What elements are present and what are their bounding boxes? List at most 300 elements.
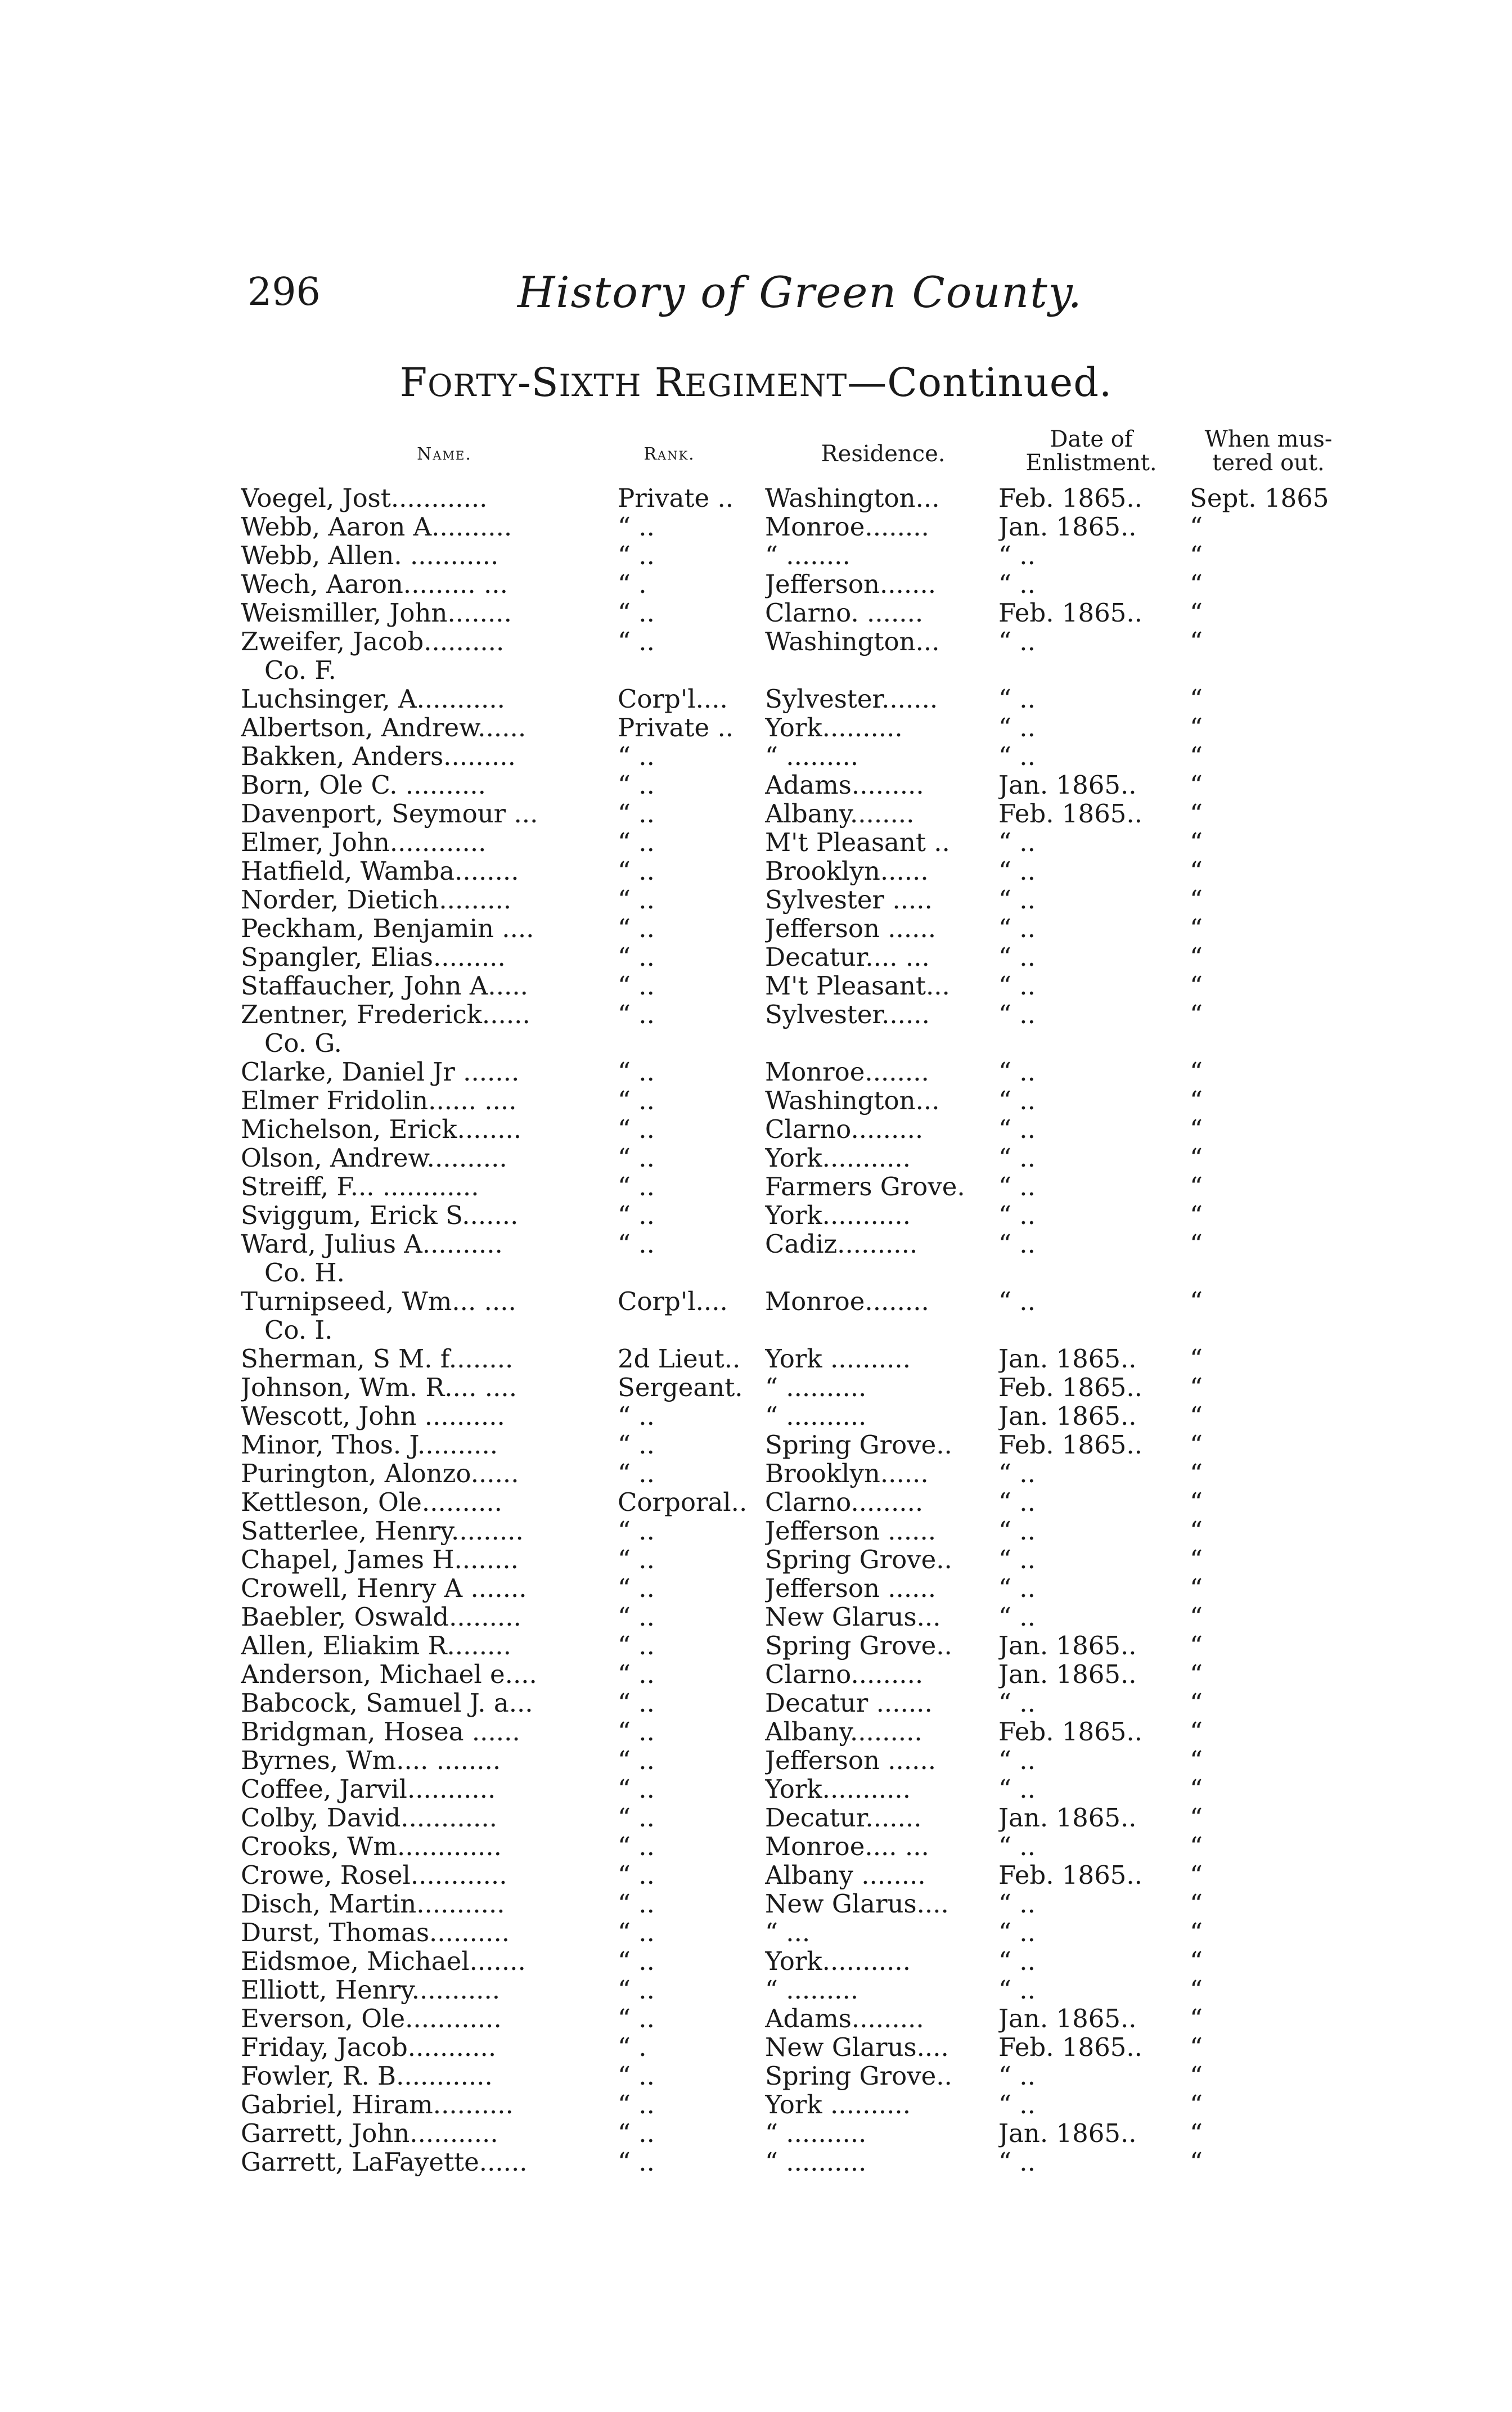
cell-rank: “ .. [618,1516,655,1545]
cell-enlisted: “ .. [998,943,1036,971]
cell-rank: “ .. [618,1086,655,1115]
table-row [0,2033,1512,2062]
cell-mustered: “ [1190,1947,1203,1976]
table-row [0,541,1512,570]
column-header-mustered [1176,428,1361,475]
table-row [0,1545,1512,1574]
cell-residence: Spring Grove.. [765,1545,952,1574]
cell-enlisted: Jan. 1865.. [998,1631,1137,1660]
cell-enlisted: Jan. 1865.. [998,2004,1137,2033]
cell-mustered: “ [1190,2090,1203,2119]
cell-rank: “ .. [618,1717,655,1746]
cell-rank: “ .. [618,828,655,857]
column-header-enlistment [1001,428,1181,475]
cell-mustered: “ [1190,1689,1203,1717]
cell-enlisted: “ .. [998,914,1036,943]
cell-rank: “ .. [618,2148,655,2176]
table-row [0,1230,1512,1258]
cell-residence: Jefferson ...... [765,1746,937,1775]
table-row [0,828,1512,857]
cell-name: Disch, Martin........... [241,1889,505,1918]
cell-rank: “ .. [618,885,655,914]
cell-residence: New Glarus.... [765,2033,949,2062]
cell-enlisted: “ .. [998,1086,1036,1115]
column-header-enlistment-line1: Date of [1050,426,1133,452]
cell-rank: “ .. [618,627,655,656]
cell-residence: Sylvester....... [765,685,938,713]
table-row [0,1373,1512,1402]
company-label: Co. I. [264,1316,333,1344]
cell-enlisted: Jan. 1865.. [998,771,1137,799]
cell-mustered: “ [1190,1775,1203,1803]
cell-enlisted: “ .. [998,971,1036,1000]
cell-residence: York .......... [765,1344,911,1373]
cell-enlisted: “ .. [998,1545,1036,1574]
cell-enlisted: “ .. [998,1230,1036,1258]
section-title-part: -S [517,359,559,406]
cell-enlisted: Feb. 1865.. [998,1717,1142,1746]
cell-mustered: “ [1190,1545,1203,1574]
cell-residence: Monroe........ [765,1287,929,1316]
cell-name: Webb, Allen. ........... [241,541,499,570]
cell-name: Staffaucher, John A..... [241,971,528,1000]
cell-rank: Corp'l.... [618,1287,728,1316]
cell-enlisted: Jan. 1865.. [998,1344,1137,1373]
cell-mustered: Sept. 1865 [1190,484,1329,512]
cell-rank: “ .. [618,2062,655,2090]
cell-name: Johnson, Wm. R.... .... [241,1373,518,1402]
cell-name: Wech, Aaron......... ... [241,570,508,598]
cell-name: Spangler, Elias......... [241,943,506,971]
cell-rank: “ . [618,2033,647,2062]
cell-rank: “ .. [618,1832,655,1861]
table-row [0,627,1512,656]
table-row [0,1775,1512,1803]
company-heading [0,656,1512,685]
table-row [0,2062,1512,2090]
company-label: Co. H. [264,1258,345,1287]
cell-mustered: “ [1190,1115,1203,1144]
cell-residence: Clarno......... [765,1115,924,1144]
cell-enlisted: Jan. 1865.. [998,1660,1137,1689]
cell-rank: “ .. [618,1459,655,1488]
table-row [0,1832,1512,1861]
cell-name: Satterlee, Henry......... [241,1516,524,1545]
cell-mustered: “ [1190,1344,1203,1373]
cell-enlisted: “ .. [998,1775,1036,1803]
cell-mustered: “ [1190,1430,1203,1459]
cell-name: Garrett, LaFayette...... [241,2148,528,2176]
cell-enlisted: Jan. 1865.. [998,1402,1137,1430]
table-row [0,1115,1512,1144]
table-row [0,914,1512,943]
table-row [0,1746,1512,1775]
cell-residence: Washington... [765,1086,940,1115]
table-row [0,1201,1512,1230]
cell-rank: “ .. [618,1689,655,1717]
cell-mustered: “ [1190,1861,1203,1889]
cell-name: Garrett, John........... [241,2119,498,2148]
company-label: Co. F. [264,656,336,685]
section-title-part: IXTH [559,368,642,403]
table-row [0,799,1512,828]
table-row [0,2090,1512,2119]
cell-mustered: “ [1190,1631,1203,1660]
roster-table [0,484,1512,2176]
cell-mustered: “ [1190,2062,1203,2090]
cell-mustered: “ [1190,2148,1203,2176]
cell-residence: York........... [765,1201,911,1230]
cell-mustered: “ [1190,598,1203,627]
cell-enlisted: “ .. [998,2062,1036,2090]
cell-residence: York........... [765,1775,911,1803]
cell-name: Clarke, Daniel Jr ....... [241,1058,520,1086]
cell-mustered: “ [1190,1373,1203,1402]
cell-enlisted: Jan. 1865.. [998,1803,1137,1832]
cell-mustered: “ [1190,1000,1203,1029]
table-row [0,1172,1512,1201]
column-header-mustered-line2: tered out. [1212,450,1325,476]
cell-name: Purington, Alonzo...... [241,1459,519,1488]
cell-rank: “ .. [618,771,655,799]
cell-enlisted: “ .. [998,1144,1036,1172]
cell-name: Albertson, Andrew...... [241,713,526,742]
cell-residence: York.......... [765,713,903,742]
cell-rank: “ .. [618,1402,655,1430]
cell-residence: Albany........ [765,799,915,828]
cell-enlisted: “ .. [998,1115,1036,1144]
cell-rank: “ .. [618,971,655,1000]
cell-mustered: “ [1190,1086,1203,1115]
cell-mustered: “ [1190,570,1203,598]
table-row [0,598,1512,627]
table-row [0,1402,1512,1430]
cell-rank: “ .. [618,1430,655,1459]
cell-name: Zentner, Frederick...... [241,1000,530,1029]
cell-mustered: “ [1190,1603,1203,1631]
section-title-part: —Continued. [847,359,1113,406]
column-header-residence: Residence. [821,441,946,467]
cell-enlisted: Feb. 1865.. [998,1861,1142,1889]
cell-residence: Jefferson ...... [765,914,937,943]
cell-enlisted: “ .. [998,685,1036,713]
cell-enlisted: Feb. 1865.. [998,1373,1142,1402]
cell-enlisted: “ .. [998,541,1036,570]
page-number: 296 [248,270,321,314]
table-row [0,1287,1512,1316]
cell-mustered: “ [1190,1918,1203,1947]
table-row [0,2148,1512,2176]
cell-mustered: “ [1190,2004,1203,2033]
cell-mustered: “ [1190,742,1203,771]
cell-name: Chapel, James H........ [241,1545,519,1574]
cell-enlisted: “ .. [998,857,1036,885]
cell-residence: Monroe.... ... [765,1832,929,1861]
cell-rank: Private .. [618,484,734,512]
cell-residence: York........... [765,1144,911,1172]
cell-name: Baebler, Oswald......... [241,1603,521,1631]
cell-name: Webb, Aaron A.......... [241,512,512,541]
table-row [0,1058,1512,1086]
section-title-part: R [641,359,685,406]
cell-name: Sviggum, Erick S....... [241,1201,519,1230]
cell-name: Norder, Dietich......... [241,885,512,914]
cell-name: Voegel, Jost............ [241,484,488,512]
cell-mustered: “ [1190,857,1203,885]
table-row [0,512,1512,541]
cell-rank: “ .. [618,1947,655,1976]
cell-enlisted: Jan. 1865.. [998,512,1137,541]
column-header-rank: Rank. [644,444,695,464]
cell-name: Born, Ole C. .......... [241,771,486,799]
table-row [0,1660,1512,1689]
cell-residence: Sylvester ..... [765,885,933,914]
table-row [0,570,1512,598]
cell-mustered: “ [1190,885,1203,914]
company-heading [0,1029,1512,1058]
cell-name: Luchsinger, A........... [241,685,505,713]
cell-enlisted: Feb. 1865.. [998,799,1142,828]
cell-enlisted: “ .. [998,885,1036,914]
cell-mustered: “ [1190,1201,1203,1230]
cell-rank: “ .. [618,1545,655,1574]
table-row [0,713,1512,742]
cell-enlisted: “ .. [998,570,1036,598]
cell-name: Colby, David............ [241,1803,497,1832]
cell-name: Streiff, F... ............ [241,1172,479,1201]
table-row [0,1344,1512,1373]
table-row [0,857,1512,885]
cell-rank: “ . [618,570,647,598]
cell-rank: “ .. [618,1172,655,1201]
cell-rank: “ .. [618,1861,655,1889]
table-row [0,685,1512,713]
cell-residence: Clarno......... [765,1488,924,1516]
cell-residence: Adams......... [765,2004,924,2033]
cell-residence: Farmers Grove. [765,1172,965,1201]
cell-rank: “ .. [618,914,655,943]
table-row [0,1631,1512,1660]
cell-enlisted: “ .. [998,1516,1036,1545]
cell-rank: “ .. [618,742,655,771]
cell-rank: “ .. [618,1115,655,1144]
cell-mustered: “ [1190,512,1203,541]
cell-mustered: “ [1190,2119,1203,2148]
cell-name: Olson, Andrew.......... [241,1144,507,1172]
cell-enlisted: “ .. [998,1746,1036,1775]
running-title: History of Green County. [518,267,1083,317]
cell-mustered: “ [1190,2033,1203,2062]
cell-rank: Sergeant. [618,1373,743,1402]
table-row [0,1803,1512,1832]
column-header-mustered-line1: When mus- [1204,426,1333,452]
cell-enlisted: “ .. [998,1603,1036,1631]
cell-mustered: “ [1190,1516,1203,1545]
cell-name: Minor, Thos. J.......... [241,1430,498,1459]
table-row [0,1947,1512,1976]
cell-name: Crooks, Wm............. [241,1832,502,1861]
cell-enlisted: Feb. 1865.. [998,598,1142,627]
cell-residence: Clarno. ....... [765,598,924,627]
cell-residence: Jefferson ...... [765,1516,937,1545]
cell-mustered: “ [1190,1746,1203,1775]
cell-name: Byrnes, Wm.... ........ [241,1746,501,1775]
cell-rank: “ .. [618,1976,655,2004]
cell-enlisted: “ .. [998,1058,1036,1086]
cell-residence: Washington... [765,484,940,512]
section-title-part: F [399,359,428,406]
cell-mustered: “ [1190,1230,1203,1258]
table-row [0,1976,1512,2004]
cell-rank: “ .. [618,1000,655,1029]
cell-rank: “ .. [618,1918,655,1947]
table-row [0,1574,1512,1603]
cell-enlisted: “ .. [998,1832,1036,1861]
cell-name: Davenport, Seymour ... [241,799,538,828]
cell-residence: New Glarus... [765,1603,941,1631]
cell-name: Hatfield, Wamba........ [241,857,519,885]
cell-mustered: “ [1190,1976,1203,2004]
cell-rank: “ .. [618,943,655,971]
cell-name: Ward, Julius A.......... [241,1230,503,1258]
table-row [0,1689,1512,1717]
cell-enlisted: “ .. [998,1947,1036,1976]
cell-residence: York........... [765,1947,911,1976]
cell-residence: Washington... [765,627,940,656]
cell-residence: Jefferson ...... [765,1574,937,1603]
cell-enlisted: “ .. [998,1574,1036,1603]
cell-enlisted: “ .. [998,828,1036,857]
cell-residence: “ .......... [765,1373,867,1402]
cell-name: Bridgman, Hosea ...... [241,1717,520,1746]
cell-name: Elliott, Henry........... [241,1976,501,2004]
cell-enlisted: “ .. [998,1918,1036,1947]
cell-mustered: “ [1190,627,1203,656]
cell-rank: “ .. [618,857,655,885]
cell-rank: “ .. [618,2090,655,2119]
cell-residence: Sylvester...... [765,1000,930,1029]
company-heading [0,1316,1512,1344]
cell-enlisted: “ .. [998,713,1036,742]
cell-enlisted: “ .. [998,627,1036,656]
table-row [0,971,1512,1000]
table-row [0,1488,1512,1516]
cell-mustered: “ [1190,713,1203,742]
table-row [0,742,1512,771]
cell-residence: “ ........ [765,541,850,570]
cell-rank: “ .. [618,598,655,627]
cell-mustered: “ [1190,1287,1203,1316]
cell-rank: “ .. [618,1746,655,1775]
cell-mustered: “ [1190,1803,1203,1832]
cell-enlisted: “ .. [998,742,1036,771]
cell-enlisted: “ .. [998,1689,1036,1717]
table-row [0,1459,1512,1488]
cell-mustered: “ [1190,1058,1203,1086]
table-row [0,1918,1512,1947]
cell-rank: “ .. [618,799,655,828]
cell-enlisted: “ .. [998,2090,1036,2119]
cell-name: Eidsmoe, Michael....... [241,1947,526,1976]
cell-name: Gabriel, Hiram.......... [241,2090,514,2119]
table-row [0,1144,1512,1172]
cell-residence: Monroe........ [765,512,929,541]
cell-rank: “ .. [618,541,655,570]
table-row [0,484,1512,512]
cell-residence: M't Pleasant... [765,971,950,1000]
cell-mustered: “ [1190,1832,1203,1861]
cell-name: Fowler, R. B............ [241,2062,493,2090]
cell-rank: “ .. [618,1058,655,1086]
cell-enlisted: “ .. [998,1172,1036,1201]
cell-residence: Decatur....... [765,1803,922,1832]
cell-name: Bakken, Anders......... [241,742,516,771]
cell-residence: Clarno......... [765,1660,924,1689]
cell-residence: Monroe........ [765,1058,929,1086]
company-label: Co. G. [264,1029,342,1058]
company-heading [0,1258,1512,1287]
cell-residence: Spring Grove.. [765,2062,952,2090]
cell-residence: Brooklyn...... [765,857,929,885]
cell-name: Coffee, Jarvil........... [241,1775,496,1803]
cell-enlisted: “ .. [998,1889,1036,1918]
cell-name: Crowe, Rosel............ [241,1861,507,1889]
cell-name: Crowell, Henry A ....... [241,1574,527,1603]
cell-rank: 2d Lieut.. [618,1344,741,1373]
section-title-part: ORTY [428,368,518,403]
page-header [0,264,1512,326]
cell-residence: Spring Grove.. [765,1430,952,1459]
cell-residence: Jefferson....... [765,570,937,598]
table-row [0,1516,1512,1545]
cell-enlisted: “ .. [998,1201,1036,1230]
cell-residence: York .......... [765,2090,911,2119]
cell-rank: Corporal.. [618,1488,748,1516]
cell-mustered: “ [1190,1172,1203,1201]
cell-rank: “ .. [618,1631,655,1660]
cell-residence: Spring Grove.. [765,1631,952,1660]
cell-name: Elmer Fridolin...... .... [241,1086,517,1115]
cell-residence: New Glarus.... [765,1889,949,1918]
cell-mustered: “ [1190,828,1203,857]
table-row [0,1000,1512,1029]
cell-name: Sherman, S M. f........ [241,1344,514,1373]
cell-rank: “ .. [618,1144,655,1172]
cell-mustered: “ [1190,541,1203,570]
cell-residence: M't Pleasant .. [765,828,950,857]
cell-name: Weismiller, John........ [241,598,512,627]
table-row [0,943,1512,971]
section-title-part: EGIMENT [685,368,848,403]
cell-rank: “ .. [618,1803,655,1832]
cell-residence: “ .......... [765,2148,867,2176]
cell-rank: “ .. [618,1889,655,1918]
cell-name: Elmer, John............ [241,828,487,857]
cell-rank: “ .. [618,1775,655,1803]
column-header-name: Name. [417,444,472,464]
cell-rank: “ .. [618,512,655,541]
cell-residence: Decatur ....... [765,1689,933,1717]
cell-rank: “ .. [618,1603,655,1631]
cell-name: Peckham, Benjamin .... [241,914,534,943]
cell-name: Friday, Jacob........... [241,2033,497,2062]
cell-name: Kettleson, Ole.......... [241,1488,502,1516]
cell-mustered: “ [1190,1574,1203,1603]
cell-mustered: “ [1190,971,1203,1000]
cell-residence: “ .......... [765,2119,867,2148]
cell-mustered: “ [1190,1402,1203,1430]
cell-rank: Private .. [618,713,734,742]
